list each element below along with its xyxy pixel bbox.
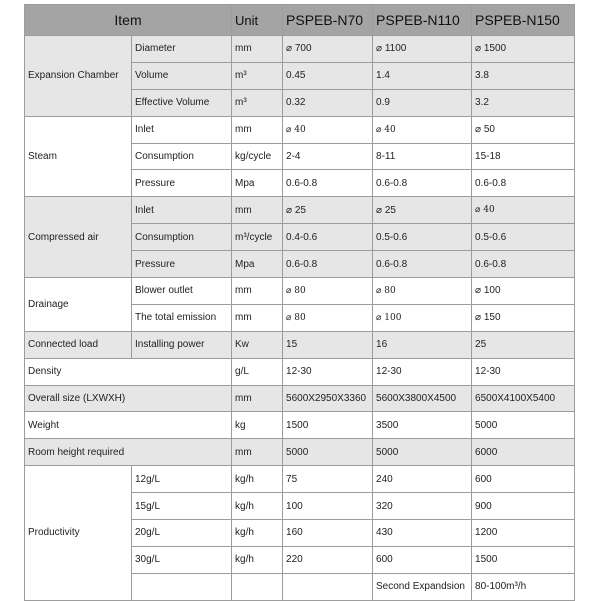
value-n110: 320 [373, 493, 472, 520]
value-n150: 1200 [472, 520, 575, 547]
row-unit: mm [232, 304, 283, 331]
row-label: Pressure [132, 170, 232, 197]
value-n150: 5000 [472, 412, 575, 439]
value-n110: 240 [373, 466, 472, 493]
value-n70: ⌀ 25 [283, 197, 373, 224]
row-label: Consumption [132, 224, 232, 251]
header-row [25, 5, 575, 36]
row-unit: mm [232, 36, 283, 63]
spec-table [24, 4, 575, 601]
row-label: Installing power [132, 331, 232, 358]
value-n150: ⌀ 150 [472, 304, 575, 331]
row-unit: m³ [232, 62, 283, 89]
row-label-density: Density [25, 358, 232, 385]
table-row [25, 385, 575, 412]
row-unit: Mpa [232, 251, 283, 278]
row-label: Effective Volume [132, 89, 232, 116]
row-label: 15g/L [132, 493, 232, 520]
empty-cell [132, 573, 232, 600]
row-label: Consumption [132, 143, 232, 170]
value-n110: ⌀ 1100 [373, 36, 472, 63]
value-n110: ⌀ 25 [373, 197, 472, 224]
row-unit: kg [232, 412, 283, 439]
row-label: The total emission [132, 304, 232, 331]
value-n70: 220 [283, 546, 373, 573]
row-label: Blower outlet [132, 278, 232, 305]
row-label: Inlet [132, 116, 232, 143]
value-n70: 0.4-0.6 [283, 224, 373, 251]
row-label: Diameter [132, 36, 232, 63]
row-unit: kg/h [232, 520, 283, 547]
value-n70: 1500 [283, 412, 373, 439]
table-row [25, 36, 575, 63]
value-n150: 900 [472, 493, 575, 520]
value-n150: 0.5-0.6 [472, 224, 575, 251]
value-n70: 100 [283, 493, 373, 520]
value-n70: ⌀ 700 [283, 36, 373, 63]
row-label-weight: Weight [25, 412, 232, 439]
empty-cell [283, 573, 373, 600]
value-n70: 5600X2950X3360 [283, 385, 373, 412]
value-n110: 16 [373, 331, 472, 358]
row-unit: Kw [232, 331, 283, 358]
row-label: Pressure [132, 251, 232, 278]
value-n150: ⌀ 50 [472, 116, 575, 143]
row-label: 12g/L [132, 466, 232, 493]
value-n110: 12-30 [373, 358, 472, 385]
header-model-n110: PSPEB-N110 [373, 5, 472, 36]
value-n70: ⌀ 80 [283, 278, 373, 305]
value-n150: 0.6-0.8 [472, 170, 575, 197]
value-n70: 5000 [283, 439, 373, 466]
value-n110: 0.5-0.6 [373, 224, 472, 251]
table-row [25, 466, 575, 493]
value-n110: ⌀ 100 [373, 304, 472, 331]
value-n110: 0.6-0.8 [373, 170, 472, 197]
table-row [25, 331, 575, 358]
value-n110: 8-11 [373, 143, 472, 170]
value-n150: ⌀ 40 [472, 197, 575, 224]
value-n110: 3500 [373, 412, 472, 439]
row-unit: g/L [232, 358, 283, 385]
row-label: 20g/L [132, 520, 232, 547]
header-unit: Unit [232, 5, 283, 36]
row-unit: mm [232, 439, 283, 466]
table-row [25, 116, 575, 143]
header-model-n150: PSPEB-N150 [472, 5, 575, 36]
value-n70: ⌀ 40 [283, 116, 373, 143]
row-unit: mm [232, 116, 283, 143]
row-label: Volume [132, 62, 232, 89]
row-label-overall-size: Overall size (LXWXH) [25, 385, 232, 412]
group-drainage: Drainage [25, 278, 132, 332]
value-n70: ⌀ 80 [283, 304, 373, 331]
value-n70: 0.6-0.8 [283, 251, 373, 278]
value-n110: ⌀ 80 [373, 278, 472, 305]
row-unit: m³ [232, 89, 283, 116]
row-unit: kg/h [232, 493, 283, 520]
value-n150: 6500X4100X5400 [472, 385, 575, 412]
value-n70: 15 [283, 331, 373, 358]
value-n150: 25 [472, 331, 575, 358]
row-unit: m³/cycle [232, 224, 283, 251]
value-n110: 0.9 [373, 89, 472, 116]
group-connected-load: Connected load [25, 331, 132, 358]
row-unit: kg/h [232, 546, 283, 573]
value-n70: 160 [283, 520, 373, 547]
value-n150: ⌀ 100 [472, 278, 575, 305]
row-unit: mm [232, 197, 283, 224]
value-n150: 3.8 [472, 62, 575, 89]
row-label: 30g/L [132, 546, 232, 573]
table-row [25, 439, 575, 466]
value-n110: 1.4 [373, 62, 472, 89]
row-label-room-height: Room height required [25, 439, 232, 466]
group-steam: Steam [25, 116, 132, 197]
value-n70: 0.45 [283, 62, 373, 89]
row-unit: kg/cycle [232, 143, 283, 170]
second-expansion-label: Second Expandsion [373, 573, 472, 600]
value-n110: 5600X3800X4500 [373, 385, 472, 412]
value-n150: ⌀ 1500 [472, 36, 575, 63]
second-expansion-value: 80-100m³/h [472, 573, 575, 600]
header-model-n70: PSPEB-N70 [283, 5, 373, 36]
value-n150: 12-30 [472, 358, 575, 385]
row-unit: mm [232, 385, 283, 412]
value-n70: 0.6-0.8 [283, 170, 373, 197]
value-n70: 0.32 [283, 89, 373, 116]
value-n150: 600 [472, 466, 575, 493]
value-n110: 430 [373, 520, 472, 547]
empty-cell [232, 573, 283, 600]
row-unit: Mpa [232, 170, 283, 197]
value-n150: 6000 [472, 439, 575, 466]
value-n150: 0.6-0.8 [472, 251, 575, 278]
table-row [25, 412, 575, 439]
value-n150: 3.2 [472, 89, 575, 116]
value-n70: 2-4 [283, 143, 373, 170]
table-row [25, 358, 575, 385]
row-unit: mm [232, 278, 283, 305]
group-productivity: Productivity [25, 466, 132, 600]
group-expansion-chamber: Expansion Chamber [25, 36, 132, 117]
value-n150: 1500 [472, 546, 575, 573]
row-unit: kg/h [232, 466, 283, 493]
value-n110: ⌀ 40 [373, 116, 472, 143]
table-row [25, 197, 575, 224]
value-n110: 5000 [373, 439, 472, 466]
value-n70: 12-30 [283, 358, 373, 385]
value-n110: 600 [373, 546, 472, 573]
group-compressed-air: Compressed air [25, 197, 132, 278]
value-n150: 15-18 [472, 143, 575, 170]
row-label: Inlet [132, 197, 232, 224]
value-n110: 0.6-0.8 [373, 251, 472, 278]
value-n70: 75 [283, 466, 373, 493]
header-item: Item [25, 5, 232, 36]
table-row [25, 278, 575, 305]
